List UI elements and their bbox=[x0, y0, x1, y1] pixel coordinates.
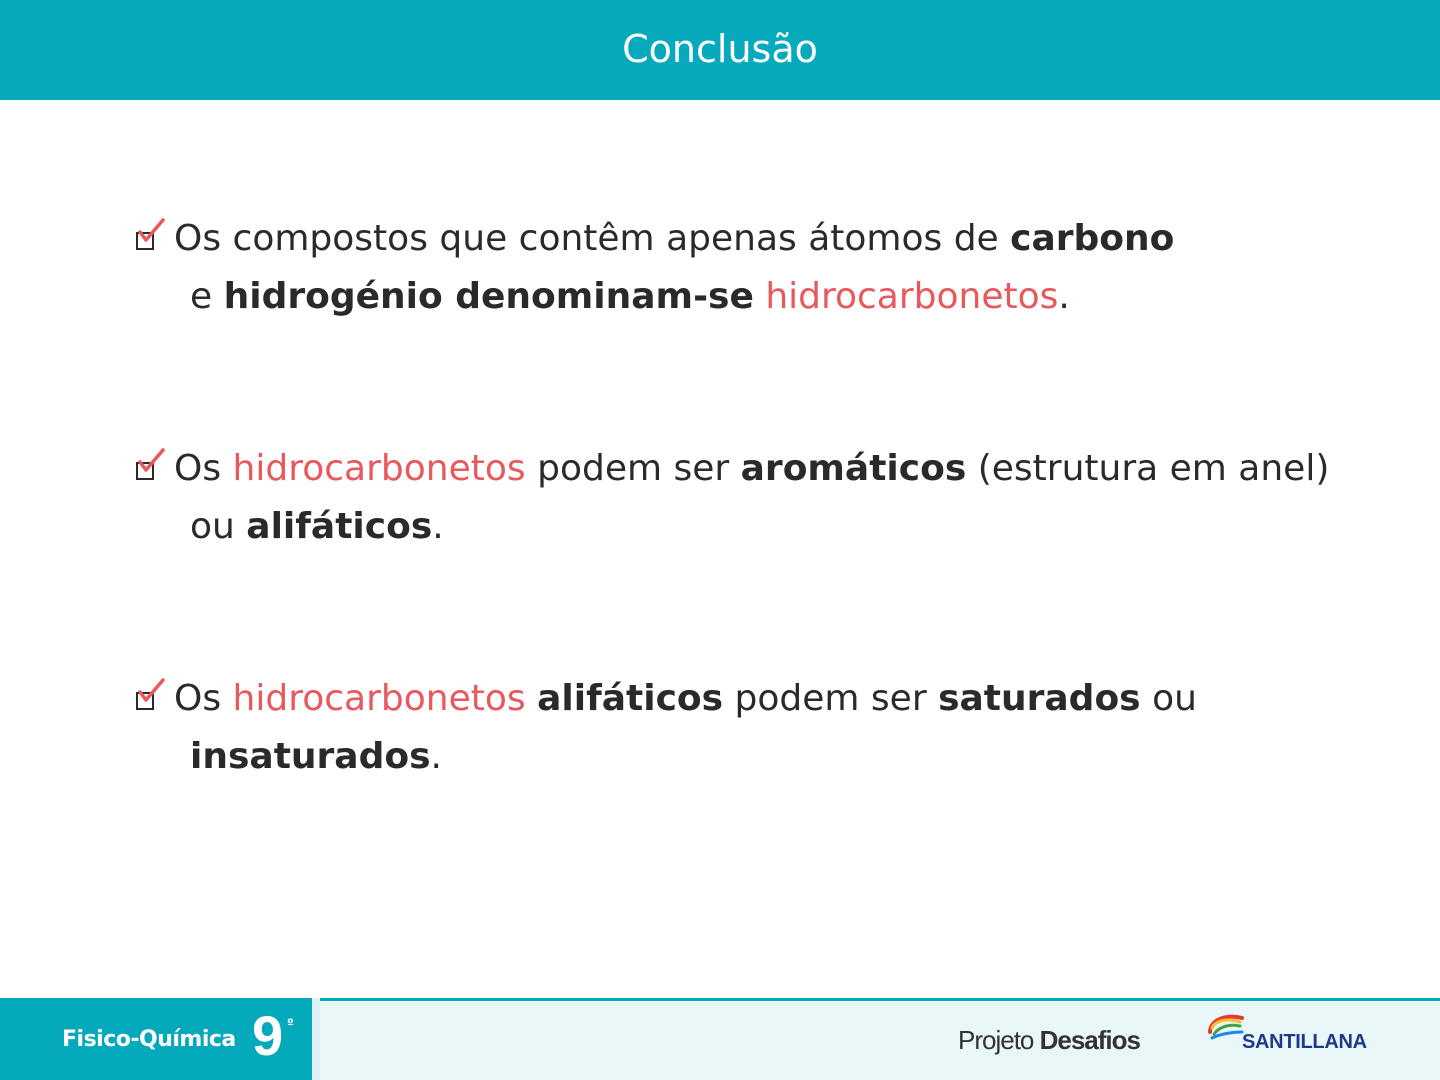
bullet-3-space bbox=[526, 678, 537, 719]
bullet-3-text-a: Os bbox=[174, 678, 233, 719]
bullet-1-line-2 bbox=[136, 268, 1426, 326]
bullet-2-text-b: podem ser bbox=[525, 448, 741, 489]
project-logo bbox=[958, 1024, 1140, 1056]
project-prefix: Projeto bbox=[958, 1025, 1040, 1055]
checkbox-checked-icon bbox=[136, 456, 162, 482]
bullet-item-2 bbox=[136, 440, 1426, 556]
bullet-item-1 bbox=[136, 210, 1426, 326]
bullet-3-term-hidrocarbonetos: hidrocarbonetos bbox=[232, 678, 526, 719]
bullet-2-text-a: Os bbox=[174, 448, 233, 489]
bullet-2-text-d: ou bbox=[190, 506, 247, 547]
bullet-item-3 bbox=[136, 670, 1426, 786]
publisher-name: SANTILLANA bbox=[1242, 1031, 1367, 1053]
bullet-1-term-hidrogenio: hidrogénio denominam-se bbox=[223, 276, 754, 317]
bullet-1-term-hidrocarbonetos: hidrocarbonetos bbox=[765, 276, 1059, 317]
bullet-1-line-1 bbox=[136, 210, 1426, 268]
footer-divider bbox=[312, 998, 320, 1080]
bullet-1-space bbox=[754, 276, 765, 317]
santillana-logo-icon bbox=[1206, 1012, 1246, 1044]
checkbox-checked-icon bbox=[136, 226, 162, 252]
grade-ordinal: º bbox=[287, 1016, 294, 1030]
bullet-2-line-2 bbox=[136, 498, 1426, 556]
page-title: Conclusão bbox=[622, 27, 818, 71]
bullet-3-term-saturados: saturados bbox=[938, 678, 1141, 719]
bullet-2-term-aromaticos: aromáticos bbox=[740, 448, 967, 489]
footer-subject-panel bbox=[0, 998, 312, 1080]
footer-bar bbox=[0, 998, 1440, 1080]
bullet-3-term-alifaticos: alifáticos bbox=[537, 678, 724, 719]
bullet-1-term-carbono: carbono bbox=[1010, 218, 1175, 259]
checkbox-checked-icon bbox=[136, 686, 162, 712]
subject-label: Fisico-Química bbox=[62, 1027, 236, 1052]
bullet-1-text-b: e bbox=[190, 276, 224, 317]
bullet-3-text-b: podem ser bbox=[723, 678, 939, 719]
bullet-3-period: . bbox=[430, 736, 442, 777]
bullet-3-text-c: ou bbox=[1140, 678, 1197, 719]
bullet-2-text-c: (estrutura em anel) bbox=[966, 448, 1330, 489]
bullet-2-line-1 bbox=[136, 440, 1426, 498]
bullet-1-period: . bbox=[1058, 276, 1070, 317]
bullet-3-line-2 bbox=[136, 728, 1426, 786]
grade-number: 9 bbox=[252, 1004, 284, 1067]
bullet-1-text-a: Os compostos que contêm apenas átomos de bbox=[174, 218, 1011, 259]
bullet-3-term-insaturados: insaturados bbox=[190, 736, 431, 777]
bullet-2-term-hidrocarbonetos: hidrocarbonetos bbox=[232, 448, 526, 489]
header-bar bbox=[0, 0, 1440, 100]
bullet-2-period: . bbox=[432, 506, 444, 547]
bullet-2-term-alifaticos: alifáticos bbox=[246, 506, 433, 547]
project-name: Desafios bbox=[1039, 1025, 1140, 1055]
bullet-3-line-1 bbox=[136, 670, 1426, 728]
